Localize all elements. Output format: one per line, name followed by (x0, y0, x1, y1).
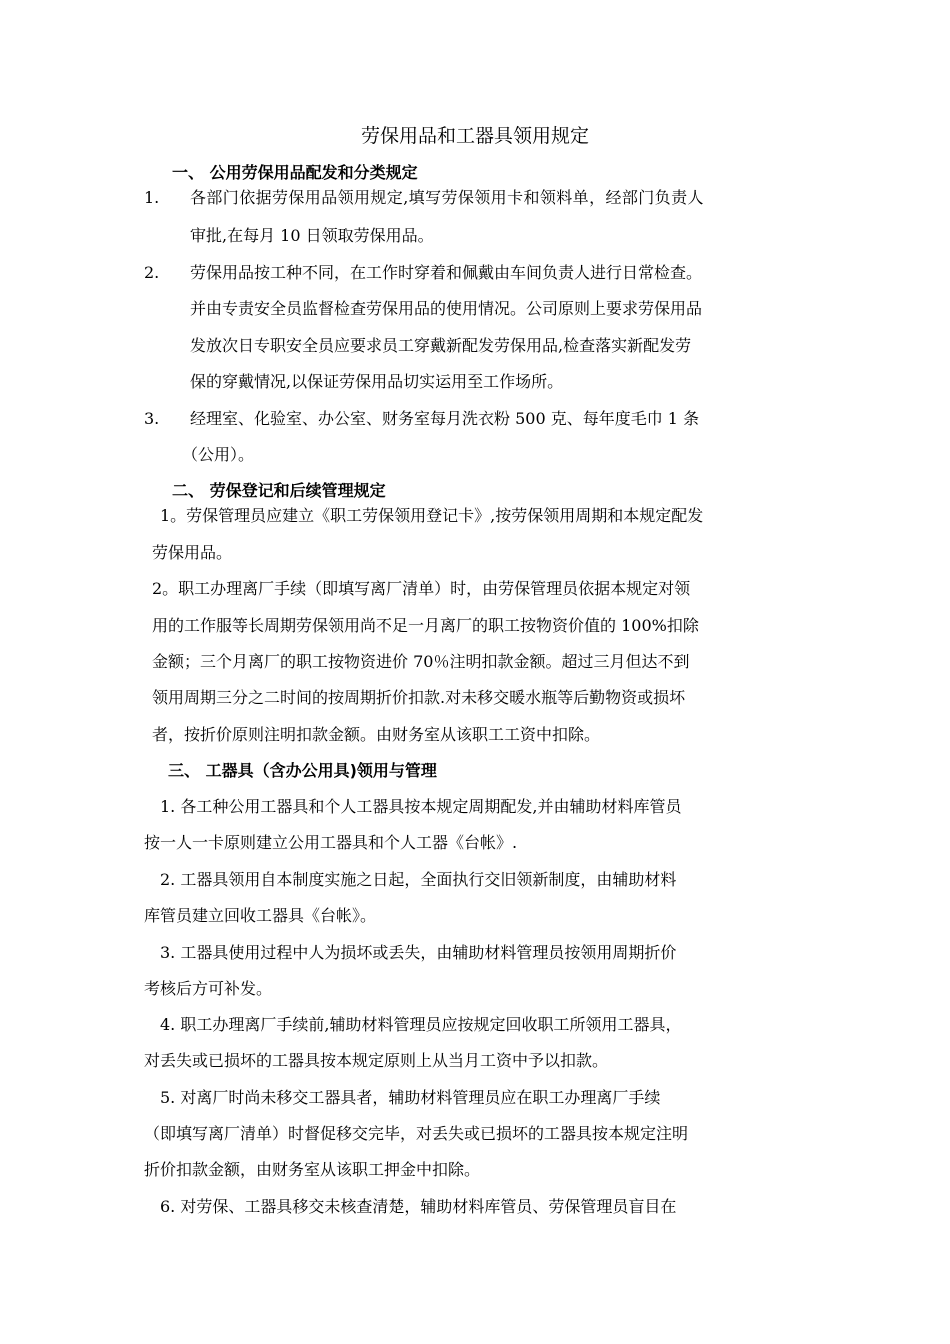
section-3-line-3: 2. 工器具领用自本制度实施之日起，全面执行交旧领新制度，由辅助材料 (160, 870, 677, 889)
section-2-line-6: 领用周期三分之二时间的按周期折价扣款.对未移交暖水瓶等后勤物资或损坏 (152, 688, 686, 707)
section-1-item-3-line-1: 经理室、化验室、办公室、财务室每月洗衣粉 500 克、每年度毛巾 1 条 (190, 409, 700, 428)
section-3-line-9: 5. 对离厂时尚未移交工器具者，辅助材料管理员应在职工办理离厂手续 (160, 1088, 661, 1107)
section-2-line-1: 1。劳保管理员应建立《职工劳保领用登记卡》,按劳保领用周期和本规定配发 (160, 506, 704, 525)
section-1-item-3-number: 3. (144, 409, 160, 428)
section-3-line-7: 4. 职工办理离厂手续前,辅助材料管理员应按规定回收职工所领用工器具， (160, 1015, 682, 1034)
section-2-heading: 二、 劳保登记和后续管理规定 (172, 481, 386, 500)
section-2-line-4: 用的工作服等长周期劳保领用尚不足一月离厂的职工按物资价值的 100%扣除 (152, 616, 699, 635)
section-1-item-2-line-3: 发放次日专职安全员应要求员工穿戴新配发劳保用品,检查落实新配发劳 (190, 336, 692, 355)
section-3-line-12: 6. 对劳保、工器具移交未核查清楚，辅助材料库管员、劳保管理员盲目在 (160, 1197, 677, 1216)
section-3-line-6: 考核后方可补发。 (144, 979, 273, 998)
section-3-line-8: 对丢失或已损坏的工器具按本规定原则上从当月工资中予以扣款。 (144, 1051, 609, 1070)
section-1-item-1-line-2: 审批,在每月 10 日领取劳保用品。 (190, 226, 434, 245)
section-1-item-2-line-4: 保的穿戴情况,以保证劳保用品切实运用至工作场所。 (190, 372, 564, 391)
section-1-item-1-line-1: 各部门依据劳保用品领用规定,填写劳保领用卡和领料单，经部门负责人 (190, 188, 704, 207)
section-1-item-2-number: 2. (144, 263, 160, 282)
section-2-line-2: 劳保用品。 (152, 543, 233, 562)
section-1-item-3-line-2: （公用）。 (182, 445, 255, 464)
section-3-line-5: 3. 工器具使用过程中人为损坏或丢失，由辅助材料管理员按领用周期折价 (160, 943, 677, 962)
document-title: 劳保用品和工器具领用规定 (360, 125, 589, 147)
section-1-item-2-line-1: 劳保用品按工种不同，在工作时穿着和佩戴由车间负责人进行日常检查。 (190, 263, 703, 282)
section-2-line-3: 2。职工办理离厂手续（即填写离厂清单）时，由劳保管理员依据本规定对领 (152, 579, 691, 598)
section-3-line-10: （即填写离厂清单）时督促移交完毕，对丢失或已损坏的工器具按本规定注明 (144, 1124, 689, 1143)
section-3-line-4: 库管员建立回收工器具《台帐》。 (144, 906, 377, 925)
section-2-line-5: 金额；三个月离厂的职工按物资进价 70％注明扣款金额。超过三月但达不到 (152, 652, 690, 671)
section-1-heading: 一、 公用劳保用品配发和分类规定 (172, 163, 418, 182)
section-3-heading: 三、 工器具（含办公用具)领用与管理 (168, 761, 437, 780)
section-1-item-1-number: 1. (144, 188, 160, 207)
section-3-line-2: 按一人一卡原则建立公用工器具和个人工器《台帐》. (144, 833, 518, 852)
section-3-line-1: 1. 各工种公用工器具和个人工器具按本规定周期配发,并由辅助材料库管员 (160, 797, 682, 816)
section-1-item-2-line-2: 并由专责安全员监督检查劳保用品的使用情况。公司原则上要求劳保用品 (190, 299, 703, 318)
section-2-line-7: 者，按折价原则注明扣款金额。由财务室从该职工工资中扣除。 (152, 725, 601, 744)
section-3-line-11: 折价扣款金额，由财务室从该职工押金中扣除。 (144, 1160, 481, 1179)
